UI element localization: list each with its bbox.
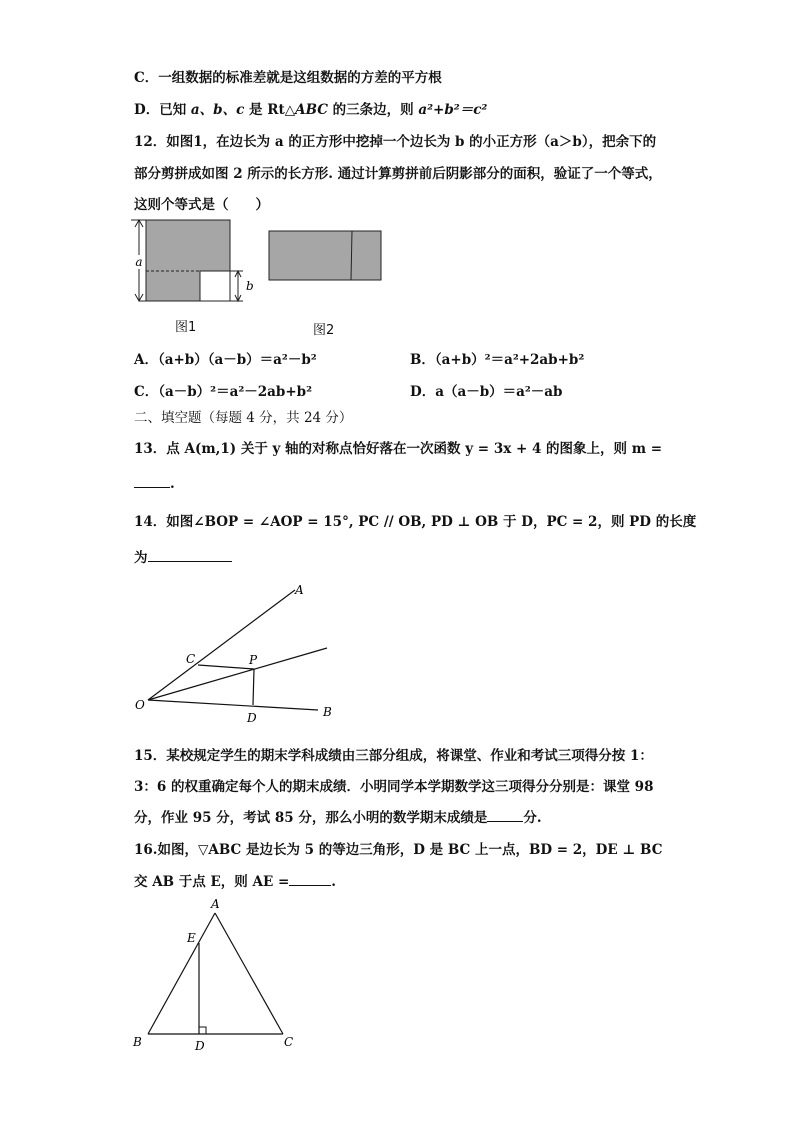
q11-option-d bbox=[134, 98, 487, 118]
fig1-caption: 图1 bbox=[175, 320, 197, 335]
q15-line-3-end: 分. bbox=[523, 810, 542, 826]
q14-figure bbox=[130, 578, 340, 728]
q16-line-2-end: . bbox=[331, 874, 336, 890]
label-b: B bbox=[133, 1035, 142, 1049]
fig1-small-square bbox=[200, 271, 230, 301]
q13-line-1: 13．点 A(m,1) 关于 y 轴的对称点恰好落在一次函数 y = 3x + 4 的图象上，则 m = bbox=[134, 441, 663, 457]
q16-line-2-text: 交 AB 于点 E，则 AE = bbox=[134, 874, 290, 890]
label-e: E bbox=[187, 931, 196, 945]
q13-line-2 bbox=[134, 474, 175, 492]
q14-line-1: 14．如图∠BOP = ∠AOP = 15°, PC // OB, PD ⊥ OB 于 D，PC = 2，则 PD 的长度 bbox=[134, 514, 697, 530]
q16-answer-blank[interactable] bbox=[289, 872, 331, 886]
q12-line-2: 部分剪拼成如图 2 所示的长方形. 通过计算剪拼前后阴影部分的面积，验证了一个等式， bbox=[134, 166, 662, 182]
label-a: A bbox=[295, 583, 304, 597]
q12-option-d: D．a（a－b）＝a²－ab bbox=[410, 384, 563, 400]
label-a: A bbox=[211, 897, 220, 911]
label-c: C bbox=[284, 1035, 294, 1049]
label-o: O bbox=[135, 698, 145, 712]
q14-line-2 bbox=[134, 546, 232, 566]
q16-line-2 bbox=[134, 870, 336, 890]
q15-line-1: 15．某校规定学生的期末学科成绩由三部分组成，将课堂、作业和考试三项得分按 1： bbox=[134, 748, 653, 764]
q11-option-d-after: 的三条边，则 bbox=[327, 102, 419, 118]
section-2-heading: 二、填空题（每题 4 分，共 24 分） bbox=[134, 410, 353, 426]
q12-figure-2 bbox=[265, 226, 387, 286]
fig2-rectangle bbox=[269, 231, 381, 280]
q13-answer-blank[interactable] bbox=[134, 474, 170, 488]
q16-line-1: 16.如图，▽ABC 是边长为 5 的等边三角形，D 是 BC 上一点，BD = 2，DE ⊥ BC bbox=[134, 842, 663, 858]
ray-oa bbox=[148, 590, 295, 700]
q12-figure-1 bbox=[125, 212, 255, 312]
side-ac bbox=[215, 913, 283, 1034]
q13-line-2-end: . bbox=[170, 476, 175, 492]
ray-op bbox=[148, 648, 327, 700]
label-p: P bbox=[249, 653, 258, 667]
q15-line-3 bbox=[134, 806, 542, 826]
side-ab bbox=[148, 913, 215, 1034]
label-b: B bbox=[323, 705, 332, 719]
q11-option-c-prefix: C． bbox=[134, 70, 159, 86]
q12-line-1: 12．如图1，在边长为 a 的正方形中挖掉一个边长为 b 的小正方形（a＞b），把余下的 bbox=[134, 134, 657, 150]
fig1-label-b: b bbox=[246, 279, 254, 293]
q14-answer-blank[interactable] bbox=[148, 548, 232, 562]
q12-option-a: A．（a+b）（a－b）＝a²－b² bbox=[134, 352, 317, 368]
q12-line-3: 这则个等式是（ ） bbox=[134, 197, 269, 213]
q15-answer-blank[interactable] bbox=[487, 808, 523, 822]
segment-pd bbox=[253, 669, 254, 705]
q15-line-3-text: 分，作业 95 分，考试 85 分，那么小明的数学期末成绩是 bbox=[134, 810, 488, 826]
q11-option-d-prefix: D．已知 bbox=[134, 102, 191, 118]
fig1-label-a: a bbox=[135, 255, 143, 269]
ray-ob bbox=[148, 700, 318, 710]
q15-line-2: 3：6 的权重确定每个人的期末成绩．小明同学本学期数学这三项得分分别是：课堂 98 bbox=[134, 779, 654, 795]
q16-figure bbox=[128, 896, 308, 1056]
q11-option-d-vars: a、b、c bbox=[190, 102, 245, 118]
label-d: D bbox=[247, 711, 257, 725]
right-angle-mark bbox=[199, 1027, 206, 1034]
q11-option-c bbox=[134, 66, 442, 86]
label-c: C bbox=[186, 652, 196, 666]
q12-option-b: B．（a+b）²＝a²+2ab+b² bbox=[410, 352, 585, 368]
q11-option-d-equation: a²+b²＝c² bbox=[418, 102, 488, 118]
segment-pc bbox=[198, 665, 254, 669]
label-d: D bbox=[195, 1039, 205, 1053]
q12-option-c: C．（a－b）²＝a²－2ab+b² bbox=[134, 384, 312, 400]
q11-option-d-triangle: ABC bbox=[295, 102, 328, 118]
q11-option-c-text: 一组数据的标准差就是这组数据的方差的平方根 bbox=[158, 70, 442, 86]
q11-option-d-mid: 是 Rt△ bbox=[244, 102, 296, 118]
q14-line-2-text: 为 bbox=[134, 550, 148, 566]
fig2-caption: 图2 bbox=[313, 323, 335, 338]
